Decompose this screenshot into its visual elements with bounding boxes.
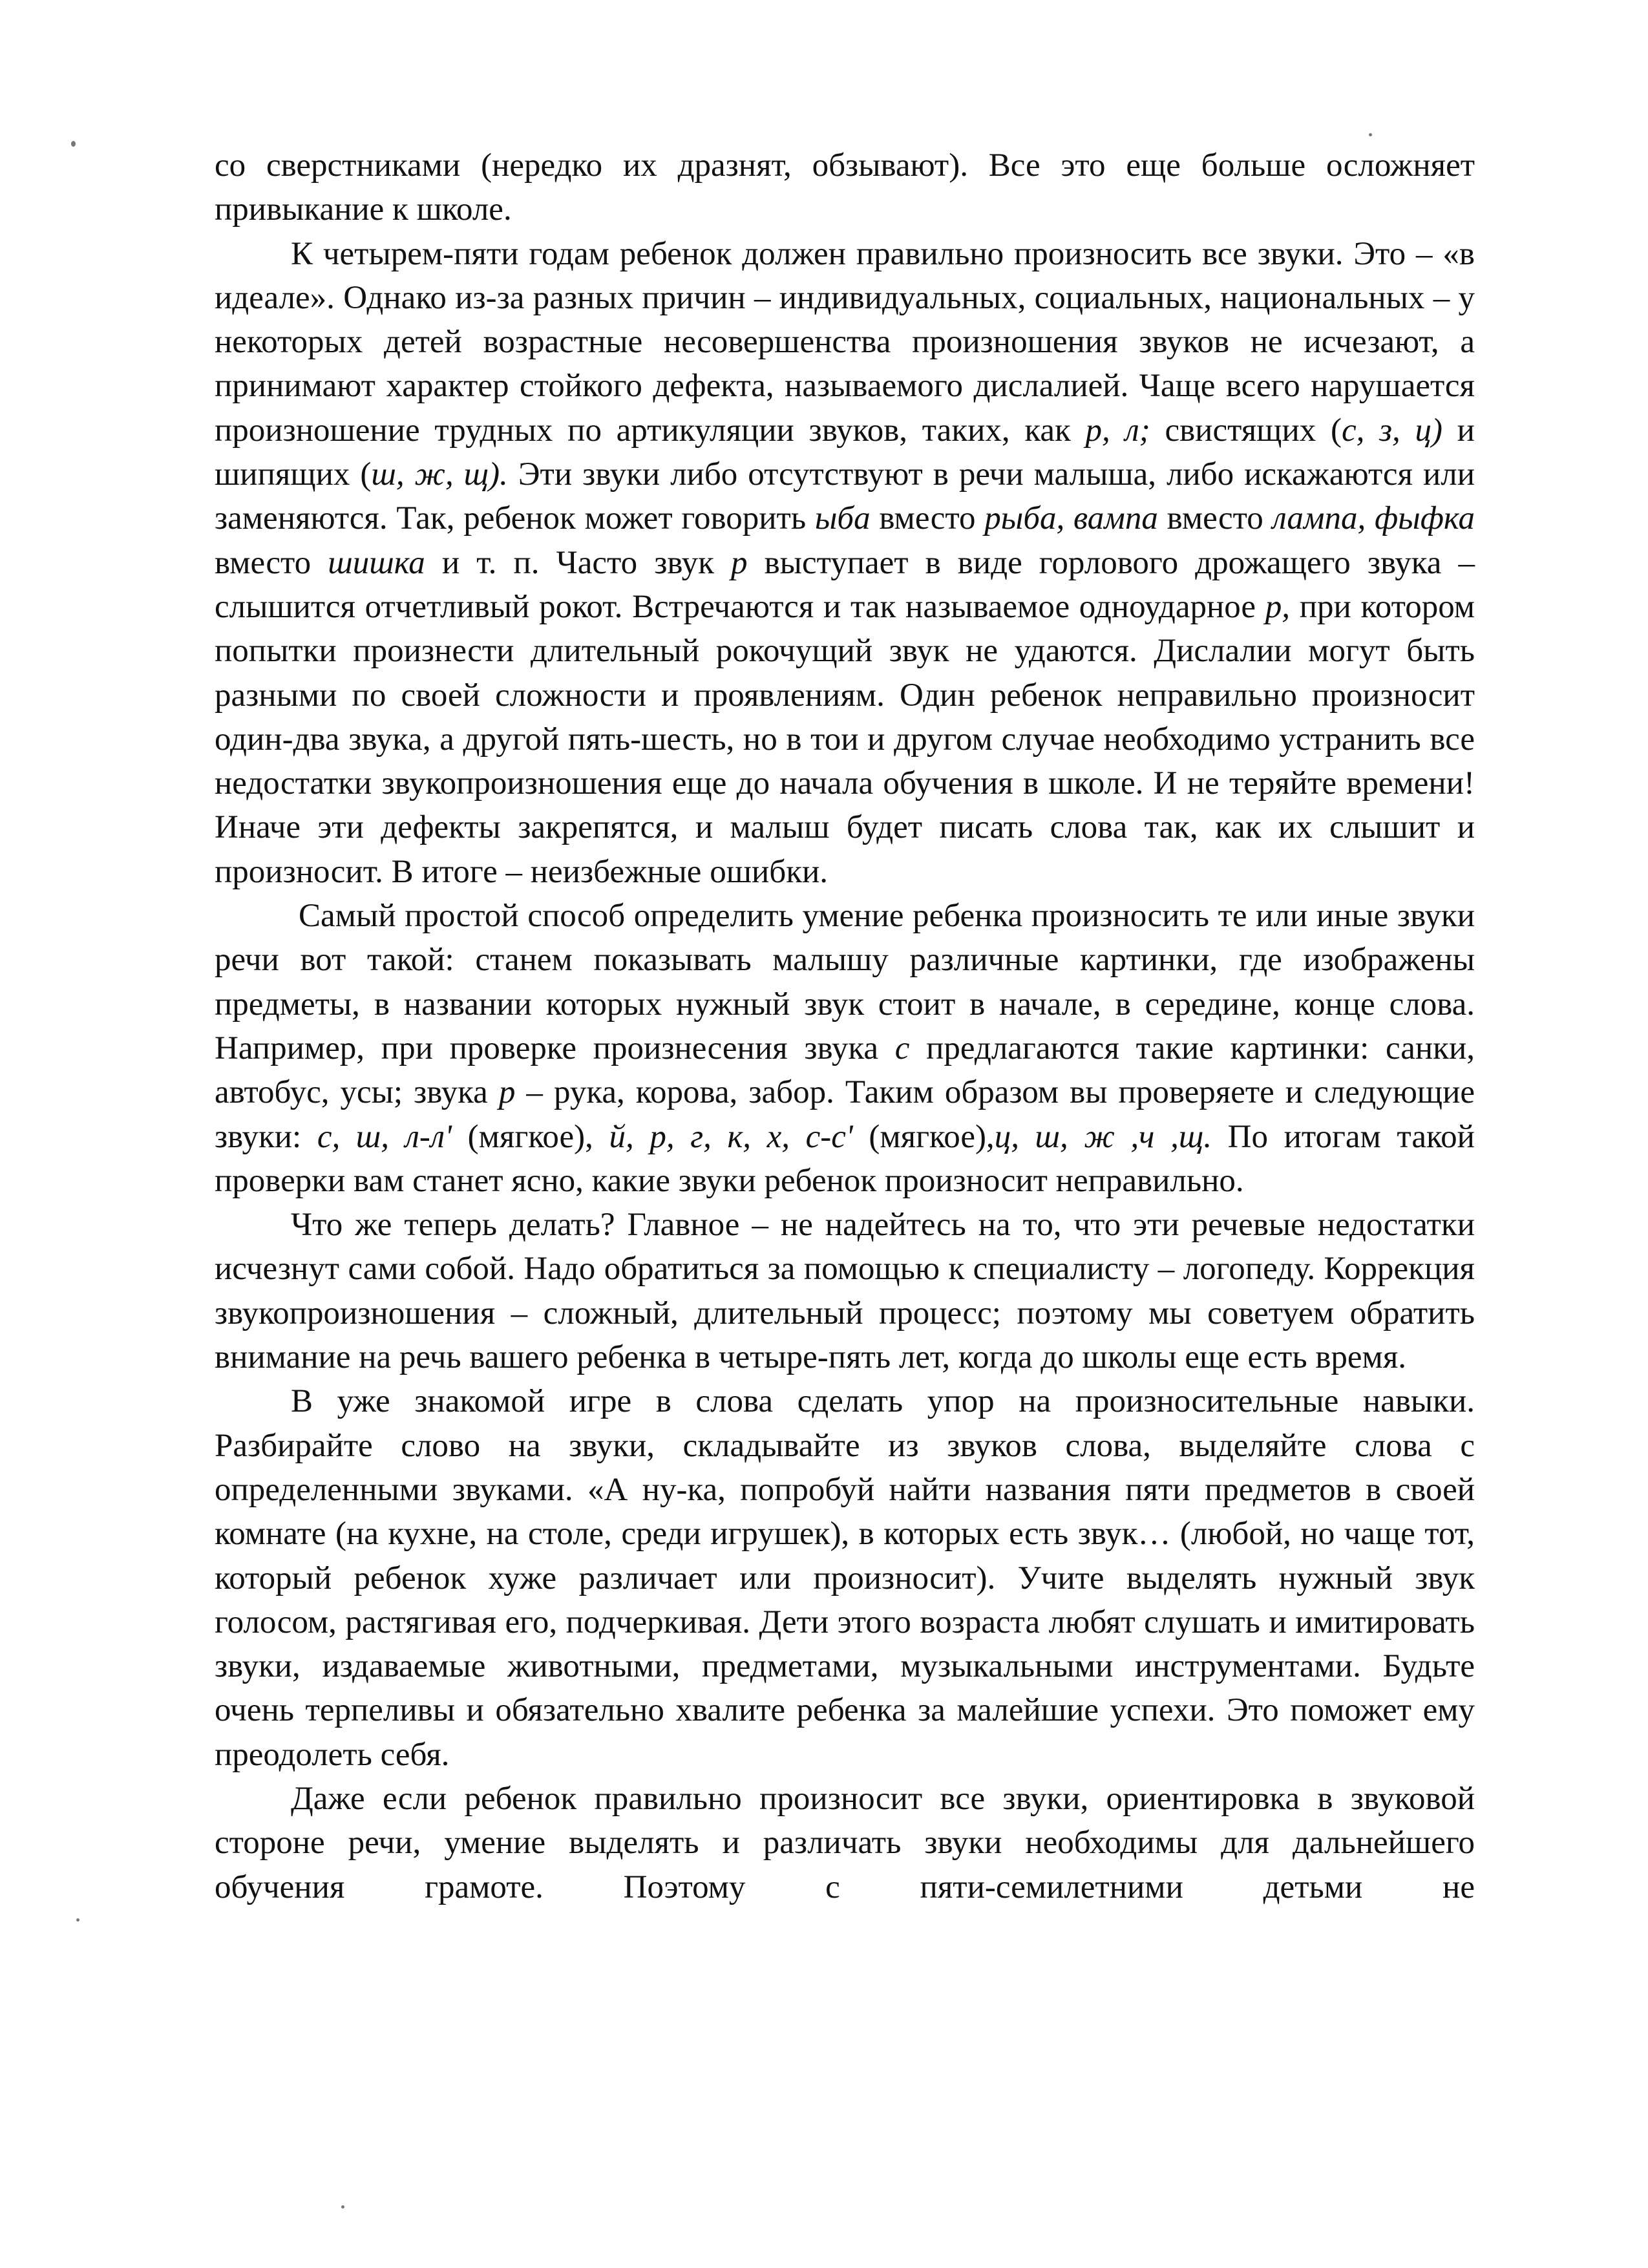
text-segment: К четырем-пяти годам ребенок должен правильно произносить все звуки. Это – «в идеале». Однако из-за разных причин – индивидуальных, социальных, национальных – у некоторых детей возрастные несовершенства произношения звуков не исчезают, а принимают характер стойкого дефекта, называемого дислалией. Чаще всего нарушается произношение трудных по артикуляции звуков, таких, как [215,235,1475,449]
document-body [215,143,1475,1909]
italic-text-segment: р [498,1074,516,1111]
text-segment: Эти звуки либо отсутствуют в речи малыша, либо искажаются или заменяются. Так, ребенок может говорить [215,456,1475,537]
text-segment: вместо [215,544,328,581]
italic-text-segment: рыба, вампа [984,500,1158,537]
italic-text-segment: ыба [814,500,871,537]
italic-text-segment: р [731,544,748,581]
scan-speck [341,2205,344,2209]
paragraph [215,143,1475,232]
text-segment: выступает в виде горлового дрожащего звука – слышится отчетливый рокот. Встречаются и так называемое одноударное [215,544,1475,625]
scan-speck [1369,133,1372,136]
text-segment: вместо [1157,500,1273,537]
paragraph [215,1777,1475,1909]
italic-text-segment: ц, ш, ж ,ч ,щ. [994,1118,1212,1155]
text-segment: вместо [870,500,985,537]
italic-text-segment: лампа, фыфка [1272,500,1475,537]
scan-speck [71,141,76,147]
text-segment: со сверстниками (нередко их дразнят, обзывают). Все это еще больше осложняет привыкание к школе. [215,147,1475,228]
italic-text-segment: с, з, ц) [1341,412,1442,449]
paragraph [215,1379,1475,1777]
text-segment: и шипящих ( [215,412,1475,493]
text-segment: и т. п. Часто звук [425,544,732,581]
italic-text-segment: с, ш, л-л' [317,1118,452,1155]
italic-text-segment: с [894,1030,910,1066]
scan-speck [76,1918,79,1922]
text-segment: свистящих ( [1150,412,1342,449]
paragraph [215,1203,1475,1379]
italic-text-segment: р, л; [1085,412,1150,449]
text-segment: В уже знакомой игре в слова сделать упор на произносительные навыки. Разбирайте слово на звуки, складывайте из звуков слова, выделяйте слова с определенными звуками. «А ну-ка, попробуй найти названия пяти предметов в своей комнате (на кухне, на столе, среди игрушек), в которых есть звук… (любой, но чаще тот, который ребенок хуже различает или произносит). Учите выделять нужный звук голосом, растягивая его, подчеркивая. Дети этого возраста любят слушать и имитировать звуки, издаваемые животными, предметами, музыкальными инструментами. Будьте очень терпеливы и обязательно хвалите ребенка за малейшие успехи. Это поможет ему преодолеть себя. [215,1383,1475,1773]
text-segment: Даже если ребенок правильно произносит все звуки, ориентировка в звуковой стороне речи, умение выделять и различать звуки необходимы для дальнейшего обучения грамоте. Поэтому с пяти-семилетними детьми не [215,1780,1475,1905]
text-segment: (мягкое), [452,1118,609,1155]
text-segment: – рука, корова, забор. Таким образом вы проверяете и следующие звуки: [215,1074,1475,1155]
text-segment: (мягкое), [852,1118,995,1155]
italic-text-segment: ш, ж, щ). [371,456,508,493]
text-segment: при котором попытки произнести длительный рокочущий звук не удаются. Дислалии могут быть разными по своей сложности и проявлениям. Один ребенок неправильно произносит один-два звука, а другой пять-шесть, но в тои и другом случае необходимо устранить все недостатки звукопроизношения еще до начала обучения в школе. И не теряйте времени! Иначе эти дефекты закрепятся, и малыш будет писать слова так, как их слышит и произносит. В итоге – неизбежные ошибки. [215,588,1475,890]
italic-text-segment: шишка [328,544,425,581]
paragraph [215,232,1475,894]
italic-text-segment: й, р, г, к, х, с-с' [609,1118,853,1155]
text-segment: предлагаются такие картинки: санки, автобус, усы; звука [215,1030,1475,1111]
paragraph [215,894,1475,1203]
text-segment: Что же теперь делать? Главное – не надейтесь на то, что эти речевые недостатки исчезнут сами собой. Надо обратиться за помощью к специалисту – логопеду. Коррекция звукопроизношения – сложный, длительный процесс; поэтому мы советуем обратить внимание на речь вашего ребенка в четыре-пять лет, когда до школы еще есть время. [215,1207,1475,1376]
text-segment: По итогам такой проверки вам станет ясно, какие звуки ребенок произносит неправильно. [215,1118,1475,1199]
text-segment: Самый простой способ определить умение ребенка произносить те или иные звуки речи вот такой: станем показывать малышу различные картинки, где изображены предметы, в названии которых нужный звук стоит в начале, в середине, конце слова. Например, при проверке произнесения звука [215,898,1475,1066]
italic-text-segment: р, [1265,588,1291,625]
